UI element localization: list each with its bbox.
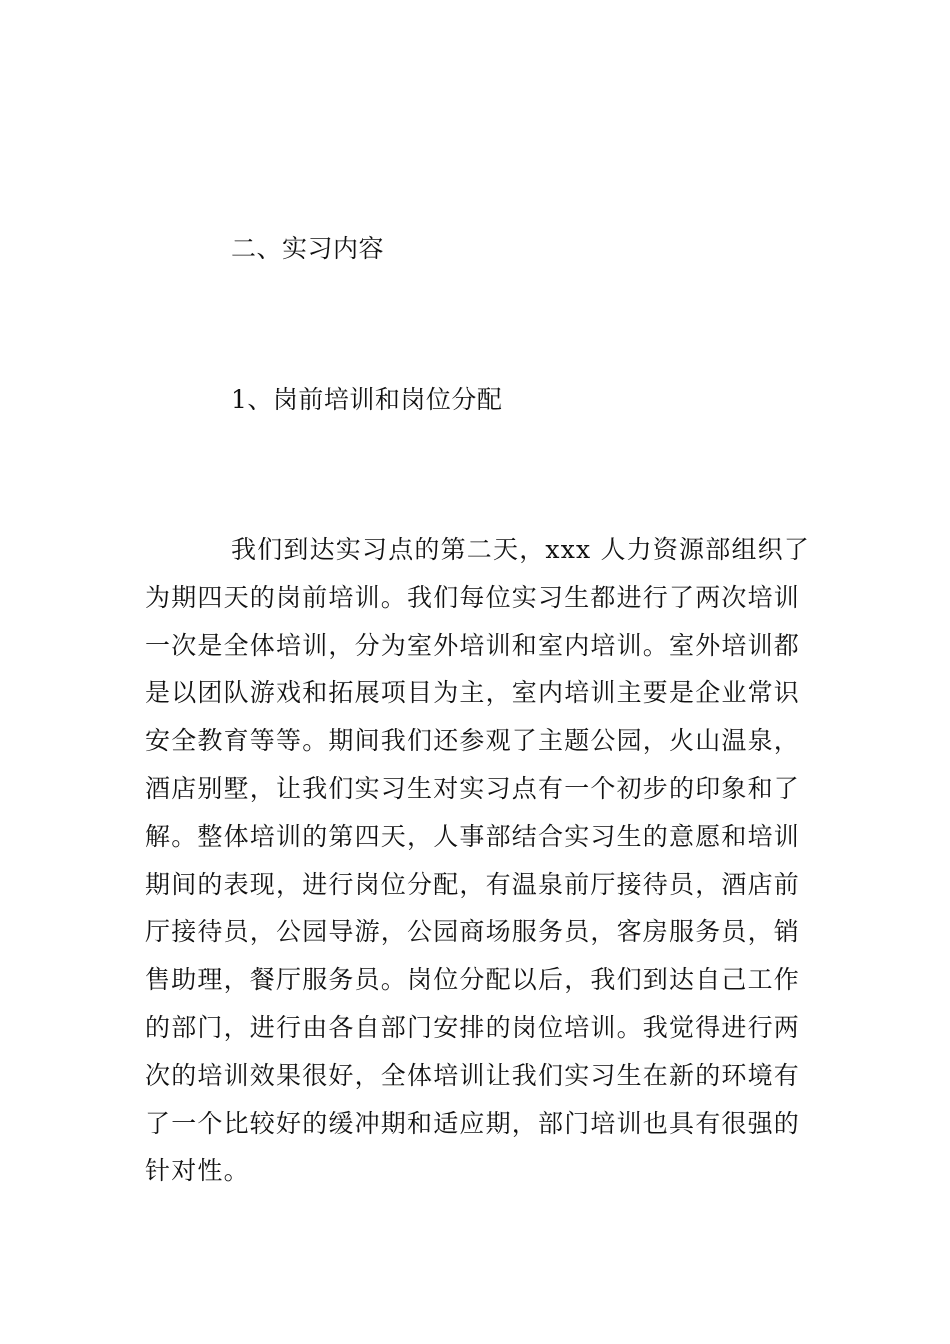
paragraph-line: 是以团队游戏和拓展项目为主，室内培训主要是企业常识 xyxy=(145,678,801,708)
paragraph-line: 针对性。 xyxy=(145,1156,250,1186)
section-heading: 二、实习内容 xyxy=(231,234,385,263)
paragraph-line: 我们到达实习点的第二天，xxx 人力资源部组织了 xyxy=(231,535,811,564)
paragraph-line: 期间的表现，进行岗位分配，有温泉前厅接待员，酒店前 xyxy=(145,869,801,899)
paragraph-line: 解。整体培训的第四天，人事部结合实习生的意愿和培训 xyxy=(145,821,801,851)
paragraph-line: 售助理，餐厅服务员。岗位分配以后，我们到达自己工作 xyxy=(145,965,801,995)
paragraph-line: 一次是全体培训，分为室外培训和室内培训。室外培训都 xyxy=(145,630,801,660)
paragraph-line: 酒店别墅，让我们实习生对实习点有一个初步的印象和了 xyxy=(145,773,801,803)
paragraph-line: 为期四天的岗前培训。我们每位实习生都进行了两次培训 xyxy=(145,582,801,612)
subsection-heading: 1、岗前培训和岗位分配 xyxy=(231,385,503,414)
body-paragraph xyxy=(145,531,811,1200)
paragraph-line: 次的培训效果很好，全体培训让我们实习生在新的环境有 xyxy=(145,1060,801,1090)
paragraph-line: 安全教育等等。期间我们还参观了主题公园，火山温泉， xyxy=(145,726,801,756)
paragraph-line: 了一个比较好的缓冲期和适应期，部门培训也具有很强的 xyxy=(145,1108,801,1138)
paragraph-line: 的部门，进行由各自部门安排的岗位培训。我觉得进行两 xyxy=(145,1012,801,1042)
paragraph-line: 厅接待员，公园导游，公园商场服务员，客房服务员，销 xyxy=(145,917,801,947)
